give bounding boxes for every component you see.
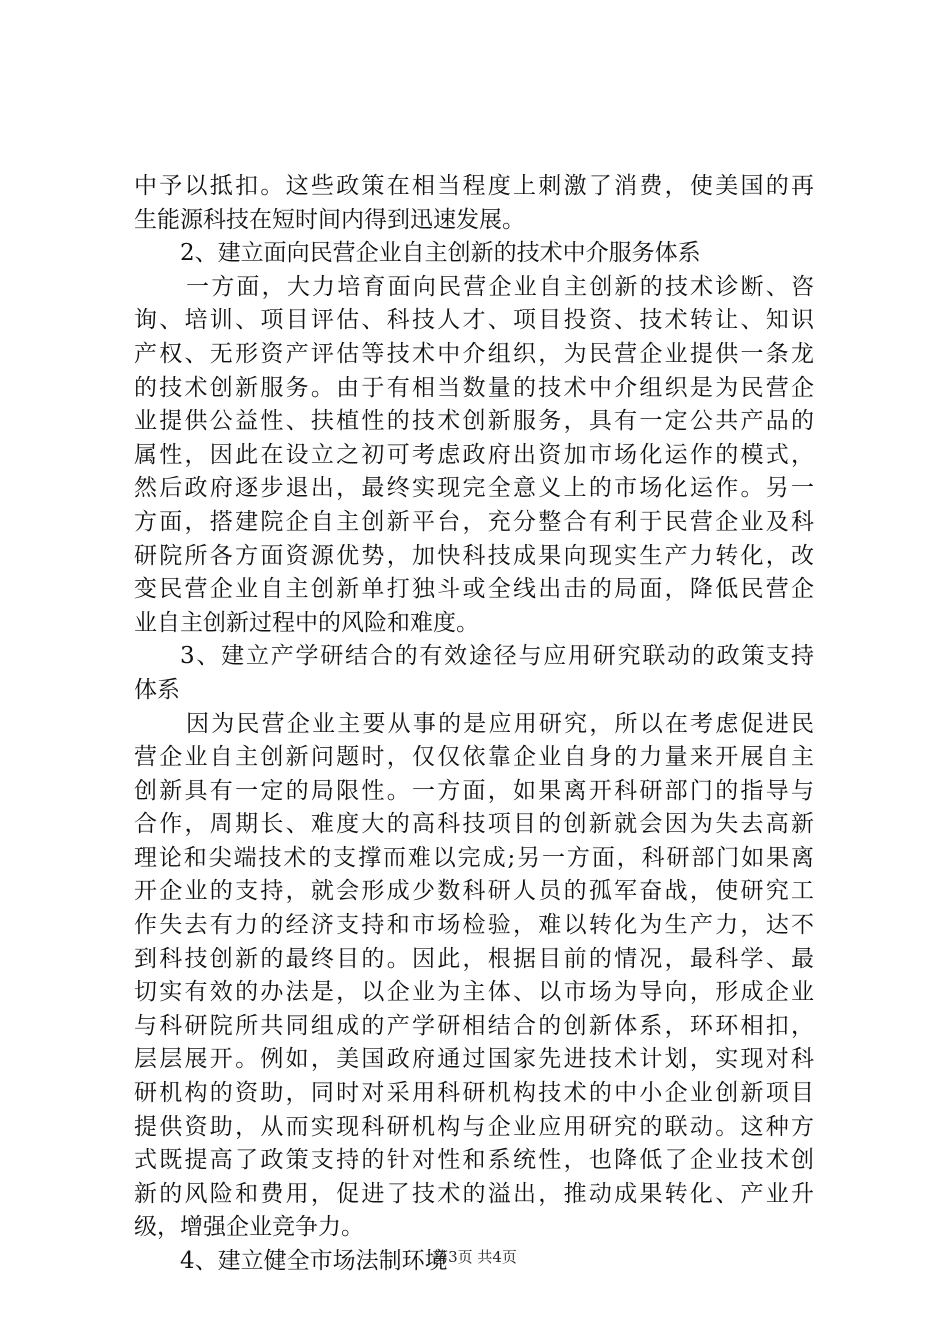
- text-line: 3、建立产学研结合的有效途径与应用研究联动的政策支持: [180, 643, 814, 670]
- text-line: 一方面，大力培育面向民营企业自主创新的技术诊断、咨: [186, 273, 814, 300]
- text-line: 业自主创新过程中的风险和难度。: [134, 609, 479, 636]
- text-line: 提供资助，从而实现科研机构与企业应用研究的联动。这种方: [134, 1113, 814, 1140]
- text-line: 2、建立面向民营企业自主创新的技术中介服务体系: [180, 240, 701, 267]
- text-line: 变民营企业自主创新单打独斗或全线出击的局面，降低民营企: [134, 576, 814, 603]
- text-line: 方面，搭建院企自主创新平台，充分整合有利于民营企业及科: [134, 508, 814, 535]
- text-line: 到科技创新的最终目的。因此，根据目前的情况，最科学、最: [134, 945, 814, 972]
- text-line: 与科研院所共同组成的产学研相结合的创新体系，环环相扣，: [134, 1012, 814, 1039]
- text-line: 询、培训、项目评估、科技人才、项目投资、技术转让、知识: [134, 307, 814, 334]
- text-line: 新的风险和费用，促进了技术的溢出，推动成果转化、产业升: [134, 1180, 814, 1207]
- text-line: 创新具有一定的局限性。一方面，如果离开科研部门的指导与: [134, 777, 814, 804]
- text-line: 层层展开。例如，美国政府通过国家先进技术计划，实现对科: [134, 1046, 814, 1073]
- text-line: 产权、无形资产评估等技术中介组织，为民营企业提供一条龙: [134, 340, 814, 367]
- text-line: 生能源科技在短时间内得到迅速发展。: [134, 206, 525, 233]
- text-line: 体系: [134, 676, 180, 703]
- text-line: 级，增强企业竞争力。: [134, 1214, 364, 1241]
- text-line: 属性，因此在设立之初可考虑政府出资加市场化运作的模式，: [134, 441, 814, 468]
- text-line: 的技术创新服务。由于有相当数量的技术中介组织是为民营企: [134, 374, 814, 401]
- text-line: 4、建立健全市场法制环境: [180, 1248, 448, 1274]
- text-line: 研院所各方面资源优势，加快科技成果向现实生产力转化，改: [134, 542, 814, 569]
- text-line: 研机构的资助，同时对采用科研机构技术的中小企业创新项目: [134, 1080, 814, 1107]
- text-line: 业提供公益性、扶植性的技术创新服务，具有一定公共产品的: [134, 408, 814, 435]
- text-line: 式既提高了政策支持的针对性和系统性，也降低了企业技术创: [134, 1147, 814, 1174]
- text-line: 切实有效的办法是，以企业为主体、以市场为导向，形成企业: [134, 979, 814, 1006]
- text-line: 然后政府逐步退出，最终实现完全意义上的市场化运作。另一: [134, 475, 814, 502]
- text-line: 中予以抵扣。这些政策在相当程度上刺激了消费，使美国的再: [134, 173, 814, 199]
- text-line: 因为民营企业主要从事的是应用研究，所以在考虑促进民: [186, 710, 814, 737]
- text-line: 作失去有力的经济支持和市场检验，难以转化为生产力，达不: [134, 912, 814, 939]
- page-number-footer: 第3页 共4页: [433, 1248, 517, 1266]
- document-body: [134, 170, 814, 1279]
- text-line: 合作，周期长、难度大的高科技项目的创新就会因为失去高新: [134, 811, 814, 838]
- text-line: 开企业的支持，就会形成少数科研人员的孤军奋战，使研究工: [134, 878, 814, 905]
- text-line: 营企业自主创新问题时，仅仅依靠企业自身的力量来开展自主: [134, 744, 814, 771]
- text-line: 理论和尖端技术的支撑而难以完成;另一方面，科研部门如果离: [134, 844, 814, 871]
